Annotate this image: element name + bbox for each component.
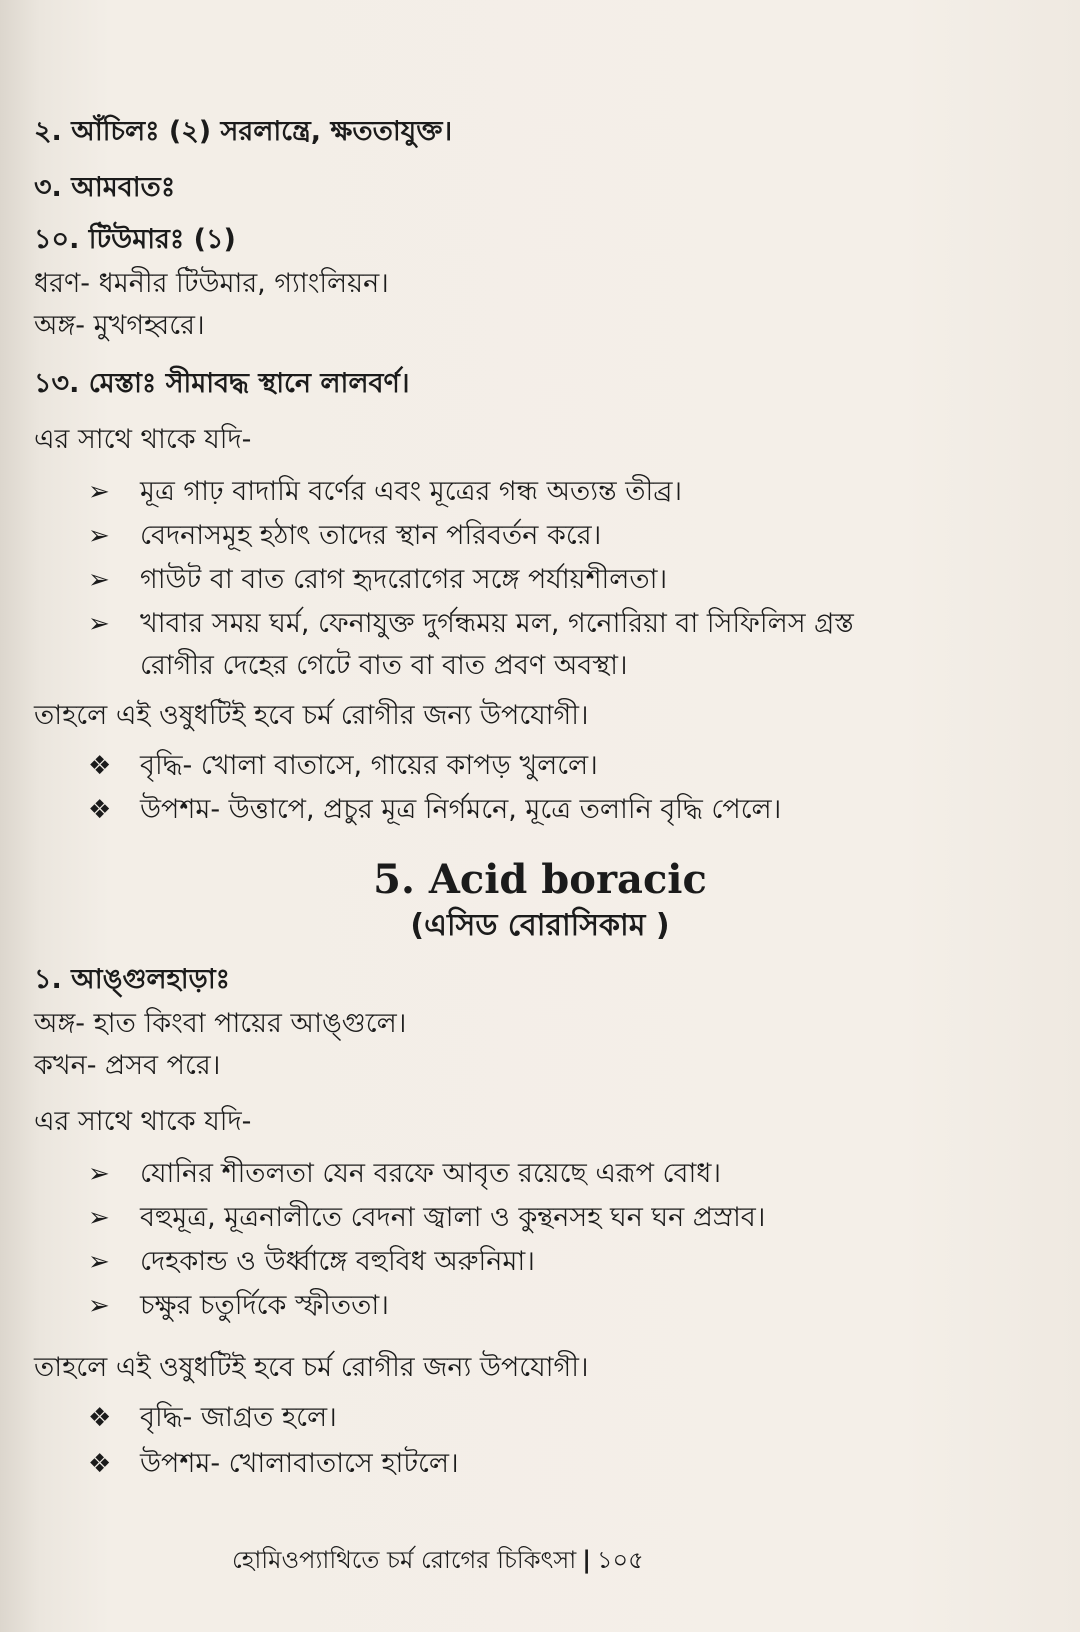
modality-item [88,1446,459,1482]
list-item [88,562,667,598]
remedy-subtitle: (এসিড বোরাসিকাম ) [410,908,670,943]
amvat-line: ৩. আমবাতঃ [34,172,176,203]
arrow-bullet-icon: ➢ [88,1203,110,1233]
modality-text: উপশম- খোলাবাতাসে হাটলে। [140,1448,459,1479]
page-footer [232,1544,644,1576]
diamond-bullet-icon: ❖ [88,1449,112,1479]
list-item-text: বহুমূত্র, মূত্রনালীতে বেদনা জ্বালা ও কুন্থনসহ ঘন ঘন প্রস্রাব। [140,1202,766,1233]
list-item [88,1288,389,1324]
arrow-bullet-icon: ➢ [88,565,110,595]
list-item-text: যোনির শীতলতা যেন বরফে আবৃত রয়েছে এরূপ বোধ। [140,1158,722,1189]
remedy-title: 5. Acid boracic [373,856,707,903]
tumor-place-line: অঙ্গ- মুখগহ্বরে। [34,310,205,341]
list-item-text: খাবার সময় ঘর্ম, ফেনাযুক্ত দুর্গন্ধময় মল, গনোরিয়া বা সিফিলিস গ্রস্ত [140,608,854,639]
list-item-text: বেদনাসমূহ হঠাৎ তাদের স্থান পরিবর্তন করে। [140,520,602,551]
arrow-bullet-icon: ➢ [88,1159,110,1189]
arrow-bullet-icon: ➢ [88,477,110,507]
list-item [88,1156,721,1192]
page-number: ১০৫ [596,1546,644,1574]
with-if-line-1: এর সাথে থাকে যদি- [34,424,252,455]
modality-text: বৃদ্ধি- জাগ্রত হলে। [140,1402,337,1433]
modality-item [88,1400,337,1436]
arrow-bullet-icon: ➢ [88,1247,110,1277]
list-item-text: মূত্র গাঢ় বাদামি বর্ণের এবং মূত্রের গন্ধ অত্যন্ত তীব্র। [140,476,683,507]
book-title: হোমিওপ্যাথিতে চর্ম রোগের চিকিৎসা [232,1546,577,1574]
list-item-text: গাউট বা বাত রোগ হৃদরোগের সঙ্গে পর্যায়শীলতা। [140,564,668,595]
tumor-heading: ১০. টিউমারঃ (১) [34,224,236,255]
modality-text: উপশম- উত্তাপে, প্রচুর মূত্র নির্গমনে, মূত্রে তলানি বৃদ্ধি পেলে। [140,794,782,825]
arrow-bullet-icon: ➢ [88,1291,110,1321]
arrow-bullet-icon: ➢ [88,521,110,551]
list-item [88,518,601,554]
diamond-bullet-icon: ❖ [88,751,112,781]
list-item [88,1244,535,1280]
mesta-line: ১৩. মেস্তাঃ সীমাবদ্ধ স্থানে লালবর্ণ। [34,368,410,399]
arrow-bullet-icon: ➢ [88,609,110,639]
list-item [88,606,854,642]
tumor-type-line: ধরণ- ধমনীর টিউমার, গ্যাংলিয়ন। [34,268,389,299]
footer-separator: | [582,1546,591,1574]
list-item [88,474,682,510]
list-item-continuation: রোগীর দেহের গেটে বাত বা বাত প্রবণ অবস্থা। [140,650,628,681]
modality-text: বৃদ্ধি- খোলা বাতাসে, গায়ের কাপড় খুললে। [140,750,598,781]
conclusion-line-1: তাহলে এই ওষুধটিই হবে চর্ম রোগীর জন্য উপযোগী। [34,700,589,731]
modality-item [88,748,598,784]
list-item [88,1200,765,1236]
achil-line: ২. আঁচিলঃ (২) সরলান্ত্রে, ক্ষততাযুক্ত। [34,116,453,147]
anguli-time-line: কখন- প্রসব পরে। [34,1050,221,1081]
conclusion-line-2: তাহলে এই ওষুধটিই হবে চর্ম রোগীর জন্য উপযোগী। [34,1352,589,1383]
diamond-bullet-icon: ❖ [88,795,112,825]
modality-item [88,792,781,828]
diamond-bullet-icon: ❖ [88,1403,112,1433]
list-item-text: চক্ষুর চতুর্দিকে স্ফীততা। [140,1290,389,1321]
anguli-heading: ১. আঙ্গুলহাড়াঃ [34,964,231,995]
anguli-place-line: অঙ্গ- হাত কিংবা পায়ের আঙ্গুলে। [34,1008,407,1039]
list-item-text: দেহকান্ড ও উর্ধ্বাঙ্গে বহুবিধ অরুনিমা। [140,1246,535,1277]
with-if-line-2: এর সাথে থাকে যদি- [34,1106,252,1137]
